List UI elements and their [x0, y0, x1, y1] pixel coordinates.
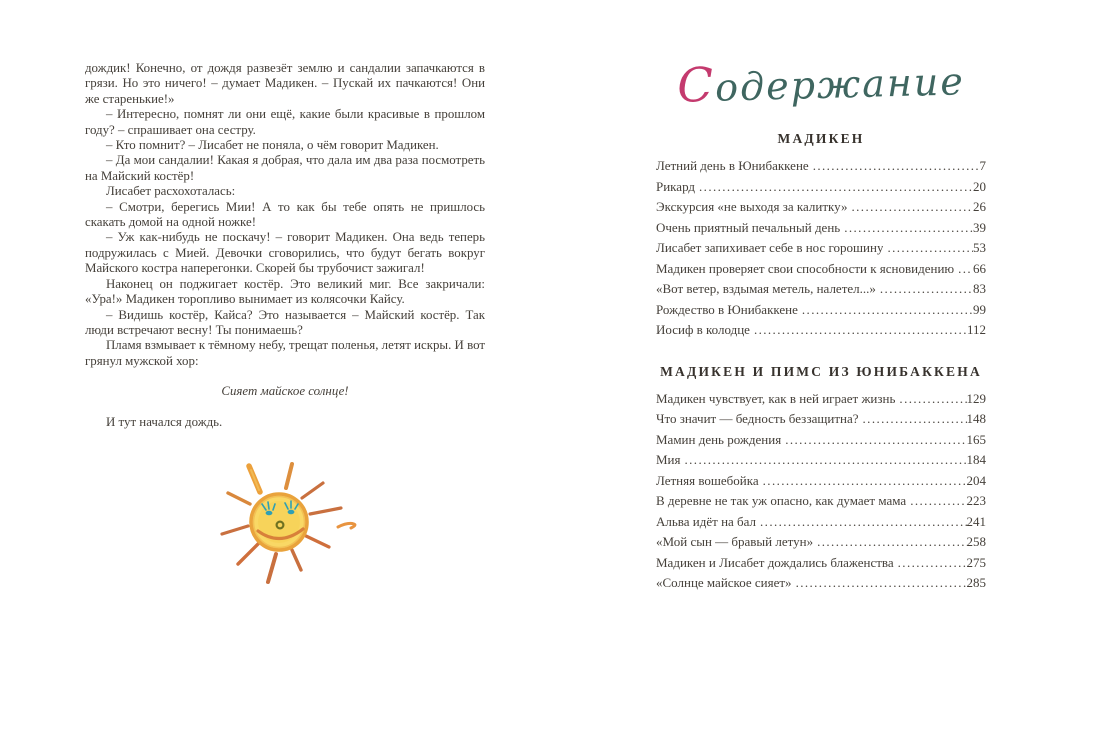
toc-entry-page-number: 129	[966, 390, 986, 406]
toc-title	[655, 52, 986, 121]
toc-entry-page-number: 285	[966, 575, 986, 590]
toc-entry-page-number: 99	[973, 301, 986, 317]
story-paragraph: Наконец он поджигает костёр. Это великий миг. Все закричали: «Ура!» Мадикен торопливо вынимает из колясочки Кайсу.	[85, 276, 485, 307]
toc-entry-title: «Вот ветер, вздымая метель, налетел...»	[656, 281, 876, 296]
toc-entry-title: Экскурсия «не выходя за калитку»	[656, 199, 848, 214]
toc-entry	[656, 156, 986, 177]
toc-entry-title: Мадикен и Лисабет дождались блаженства	[656, 554, 894, 570]
toc-entry	[656, 218, 986, 239]
toc-entry	[656, 177, 986, 198]
toc-entry	[656, 238, 986, 259]
toc-entry-page-number: 39	[973, 219, 986, 235]
toc-section-heading: МАДИКЕН	[777, 131, 865, 146]
toc-entry-page-number: 184	[966, 452, 986, 467]
toc-entry-page-number: 204	[966, 472, 986, 488]
toc-entry-page-number: 26	[973, 199, 986, 214]
toc-entry	[656, 320, 986, 341]
toc-section-heading: МАДИКЕН И ПИМС ИЗ ЮНИБАККЕНА	[660, 363, 982, 379]
dot-leader	[813, 532, 966, 553]
toc-entry-title: Лисабет запихивает себе в нос горошину	[656, 240, 884, 255]
dot-leader	[848, 197, 974, 218]
dot-leader	[840, 218, 973, 239]
toc-entry-page-number: 275	[966, 554, 986, 570]
dot-leader	[792, 573, 967, 594]
toc-entry	[656, 512, 986, 533]
dot-leader	[781, 430, 966, 451]
dot-leader	[750, 320, 967, 341]
dot-leader	[681, 450, 967, 471]
dot-leader	[859, 409, 967, 430]
toc-entry-page-number: 66	[973, 260, 986, 276]
dot-leader	[895, 389, 966, 410]
toc-entry-page-number: 258	[966, 534, 986, 549]
toc-entry	[656, 573, 986, 594]
left-page-text-block	[85, 61, 485, 430]
story-paragraph: – Интересно, помнят ли они ещё, какие были красивые в прошлом году? – спрашивает она сестру.	[85, 107, 485, 137]
toc-entry-title: Мамин день рождения	[656, 431, 782, 447]
toc-entry	[656, 259, 986, 280]
toc-entry-title: Очень приятный печальный день	[656, 219, 841, 235]
dot-leader	[894, 553, 967, 574]
dot-leader	[876, 279, 973, 300]
story-paragraph: – Да мои сандалии! Какая я добрая, что дала им два раза посмотреть на Майский костёр!	[85, 153, 485, 183]
toc-entry-title: Рикард	[656, 178, 696, 194]
dot-leader	[759, 471, 967, 492]
toc-entry-title: «Солнце майское сияет»	[656, 575, 792, 590]
dot-leader	[906, 491, 966, 512]
story-paragraph: – Смотри, берегись Мии! А то как бы тебе опять не пришлось скакать домой на одной ножке!	[85, 199, 485, 230]
toc-entry	[656, 450, 986, 471]
story-paragraph: – Видишь костёр, Кайса? Это называется – Майский костёр. Так люди встречают весну! Ты понимаешь?	[85, 307, 485, 337]
toc-section-list	[656, 156, 986, 341]
toc-entry	[656, 197, 986, 218]
closing-line: И тут начался дождь.	[106, 414, 223, 429]
dot-leader	[883, 238, 973, 259]
toc-entry	[656, 532, 986, 553]
toc-entry-title: Летний день в Юнибаккене	[656, 158, 809, 173]
sun-icon	[202, 446, 368, 598]
toc-entry	[656, 553, 986, 574]
toc-entry-page-number: 83	[973, 281, 986, 296]
toc-entry-page-number: 7	[979, 158, 986, 173]
verse-line: Сияет майское солнце!	[221, 384, 349, 399]
toc-entry-title: «Мой сын — бравый летун»	[656, 534, 814, 549]
story-paragraph: Пламя взмывает к тёмному небу, трещат поленья, летят искры. И вот грянул мужской хор:	[85, 338, 485, 368]
toc-entry-title: Мадикен проверяет свои способности к ясновидению	[656, 260, 955, 276]
toc-entry-title: Альва идёт на бал	[656, 513, 757, 529]
toc-entry-page-number: 53	[973, 240, 986, 255]
toc-entry	[656, 279, 986, 300]
story-paragraph: дождик! Конечно, от дождя развезёт землю и сандалии запачкаются в грязи. Но это ничего! – думает Мадикен. – Пускай их пачкаются! Они же старенькие!»	[85, 61, 485, 106]
toc-entry	[656, 430, 986, 451]
dot-leader	[695, 177, 973, 198]
toc-entry-page-number: 20	[973, 178, 986, 194]
toc-entry-title: Летняя вошебойка	[656, 472, 759, 488]
toc-entry-page-number: 165	[966, 431, 986, 447]
toc-section-list	[656, 389, 986, 594]
toc-entry-title: В деревне не так уж опасно, как думает мама	[656, 493, 907, 508]
toc-entry-title: Что значит — бедность беззащитна?	[656, 411, 859, 426]
toc-title-initial: С	[676, 57, 716, 114]
table-of-contents	[656, 56, 986, 594]
toc-entry-title: Иосиф в колодце	[656, 322, 750, 337]
toc-entry-page-number: 112	[966, 322, 986, 337]
dot-leader	[809, 156, 980, 177]
dot-leader	[954, 259, 973, 280]
toc-entry	[656, 300, 986, 321]
dot-leader	[756, 512, 966, 533]
toc-title-rest: одержание	[714, 59, 966, 110]
story-paragraph: – Кто помнит? – Лисабет не поняла, о чём говорит Мадикен.	[106, 138, 439, 153]
toc-entry-page-number: 148	[966, 411, 986, 426]
toc-entry-page-number: 223	[966, 493, 986, 508]
toc-entry	[656, 471, 986, 492]
dot-leader	[798, 300, 973, 321]
toc-entry-title: Рождество в Юнибаккене	[656, 301, 798, 317]
toc-entry	[656, 409, 986, 430]
story-paragraph: Лисабет расхохоталась:	[106, 184, 236, 199]
story-paragraph: – Уж как-нибудь не поскачу! – говорит Мадикен. Она ведь теперь подружилась с Мией. Девочки сговорились, что будут бегать вокруг Майского костра наперегонки. Скорей бы трубочист зажигал!	[85, 230, 485, 276]
toc-entry-title: Мия	[656, 452, 681, 467]
toc-entry	[656, 389, 986, 410]
sun-drawing-illustration	[202, 446, 368, 598]
toc-entry-page-number: 241	[966, 513, 986, 529]
toc-entry	[656, 491, 986, 512]
toc-entry-title: Мадикен чувствует, как в ней играет жизнь	[656, 390, 896, 406]
